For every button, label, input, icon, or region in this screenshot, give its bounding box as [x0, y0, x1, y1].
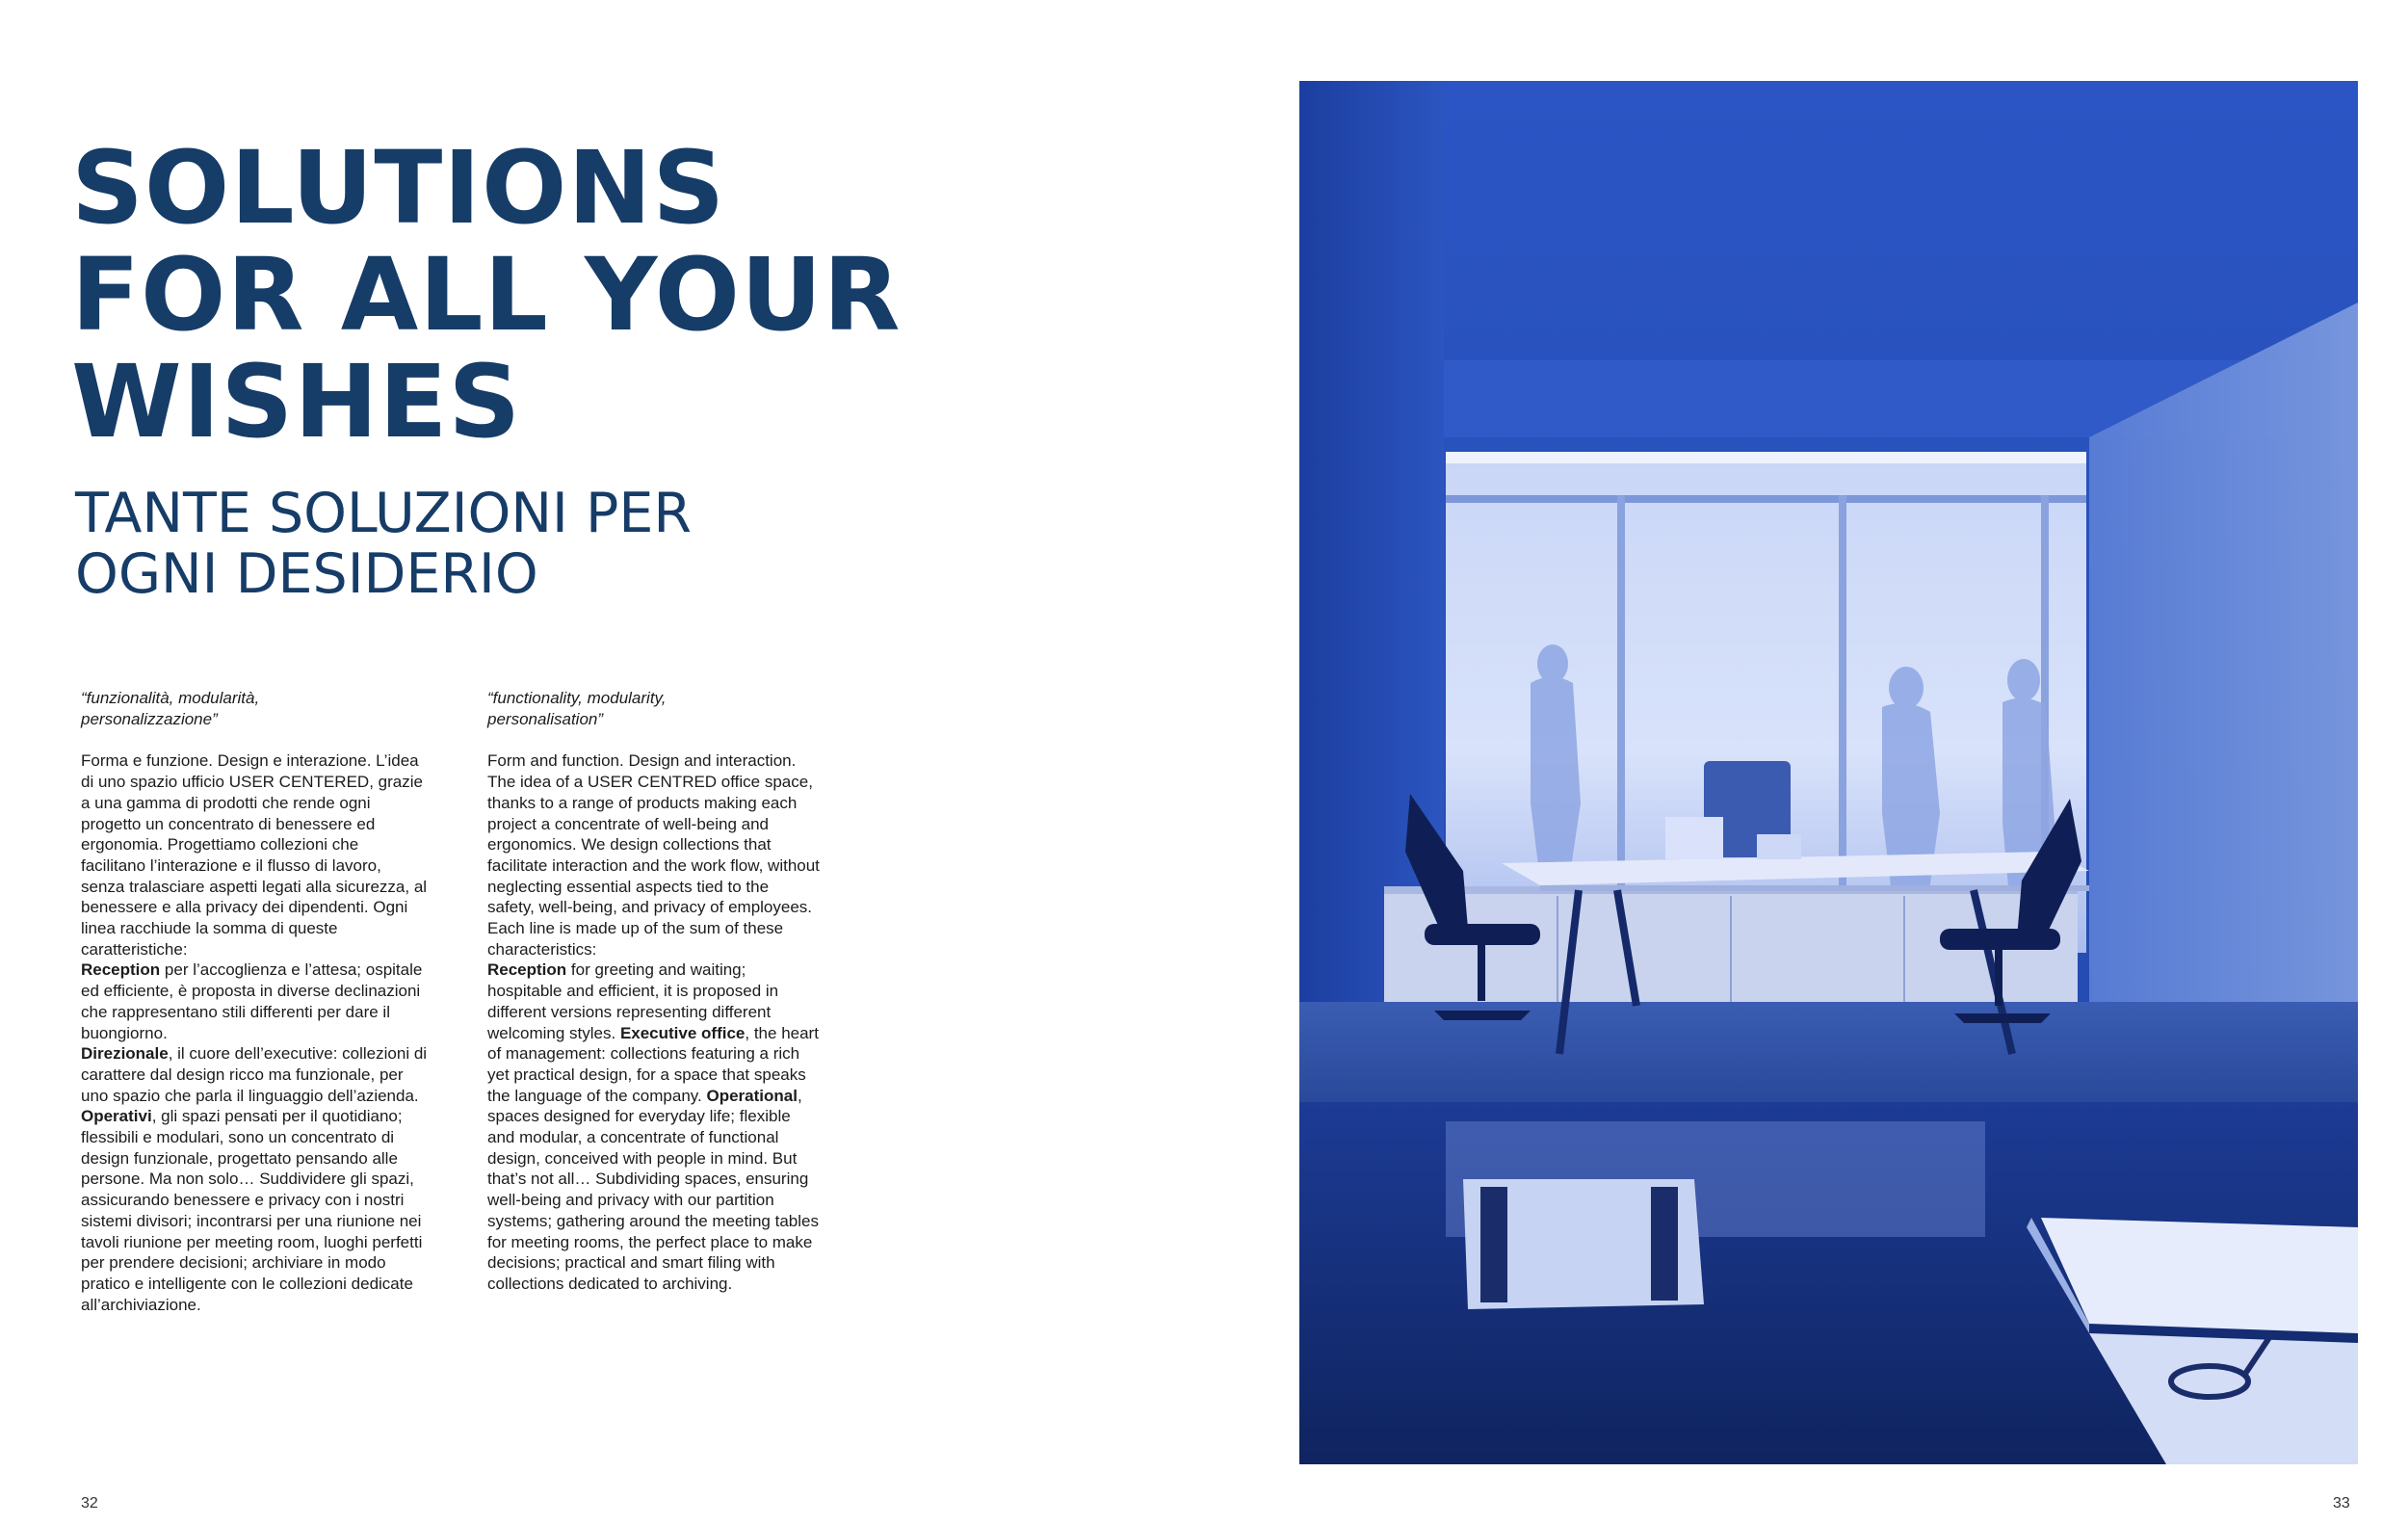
window-frame-top — [1446, 495, 2086, 503]
italian-subtitle-line-1: TANTE SOLUZIONI PER — [75, 482, 692, 545]
page-number-left: 32 — [81, 1495, 98, 1512]
office-photo — [1299, 81, 2358, 1464]
italian-operativi-label: Operativi — [81, 1107, 152, 1126]
desk-edge — [1540, 885, 2089, 891]
main-title — [71, 129, 902, 460]
italian-reception-label: Reception — [81, 960, 161, 980]
italian-body — [81, 750, 428, 1315]
english-text-column — [487, 688, 820, 1295]
english-reception-text: for greeting and waiting; hospitable and efficient, it is proposed in different versions representing different welcoming styles. — [487, 960, 779, 1042]
italian-direzionale-text: , il cuore dell’executive: collezioni di carattere dal design ricco ma funzionale, per uno spazio che parla il linguaggio dell’azienda. — [81, 1044, 428, 1105]
italian-quote — [81, 688, 428, 729]
main-title-line-2: FOR ALL YOUR — [71, 236, 902, 354]
italian-text-column — [81, 688, 428, 1315]
window-light-strip — [1446, 452, 2086, 463]
english-executive-text: , the heart of management: collections featuring a rich yet practical design, for a space that speaks the language of the company. — [487, 1023, 819, 1105]
english-paragraph — [487, 750, 820, 1294]
italian-paragraph — [81, 750, 428, 1315]
italian-reception-text: per l’accoglienza e l’attesa; ospitale ed efficiente, è proposta in diverse declinazioni che rappresentano stili differenti per dare il buongiorno. — [81, 960, 423, 1042]
tray-strip-left — [1480, 1187, 1507, 1302]
tray-strip-right — [1651, 1187, 1678, 1301]
italian-quote-line-2: personalizzazione” — [81, 709, 218, 728]
notebook-stack — [2041, 1218, 2358, 1333]
window-mullion-2 — [1839, 495, 1846, 948]
italian-subtitle — [75, 484, 692, 605]
english-quote-line-1: “functionality, modularity, — [487, 689, 667, 707]
english-executive-label: Executive office — [619, 1023, 746, 1042]
italian-intro: Forma e funzione. Design e interazione. L’idea di uno spazio ufficio USER CENTERED, grazie a una gamma di prodotti che rende ogni progetto un concentrato di benessere ed ergonomia. Progettiamo collezioni che facilitano l’interazione e il flusso di lavoro, senza tralasciare aspetti legati alla sicurezza, al benessere e alla privacy dei dipendenti. Ogni linea racchiude la somma di queste caratteristiche: — [81, 751, 428, 959]
english-operational-text: , spaces designed for everyday life; flexible and modular, a concentrate of functional design, conceived with people in mind. But that’s not all… Subdividing spaces, ensuring well-being and privacy with our partition systems; gathering around the meeting tables for meeting rooms, the perfect place to make decisions; practical and smart filing with collections dedicated to archiving. — [487, 1086, 819, 1293]
english-body — [487, 750, 820, 1294]
english-intro: Form and function. Design and interaction. The idea of a USER CENTRED office space, thanks to a range of products making each project a concentrate of well-being and ergonomics. We design collections that facilitate interaction and the work flow, without neglecting essential aspects tied to the safety, well-being, and privacy of employees. Each line is made up of the sum of these characteristics: — [487, 751, 820, 959]
english-reception-label: Reception — [487, 960, 567, 980]
office-photo-illustration — [1299, 81, 2358, 1464]
italian-direzionale-label: Direzionale — [81, 1044, 169, 1064]
page-number-right: 33 — [2333, 1495, 2350, 1512]
main-title-line-3: WISHES — [71, 343, 522, 460]
english-operational-label: Operational — [706, 1086, 798, 1105]
desk-tray — [1757, 834, 1801, 859]
italian-operativi-text: , gli spazi pensati per il quotidiano; flessibili e modulari, sono un concentrato di design funzionale, progettato pensando alle persone. Ma non solo… Suddividere gli spazi, assicurando benessere e privacy con i nostri sistemi divisori; incontrarsi per una riunione nei tavoli riunione per meeting room, luoghi perfetti per prendere decisioni; archiviare in modo pratico e intelligente con le collezioni dedicate all’archiviazione. — [81, 1107, 423, 1314]
italian-quote-line-1: “funzionalità, modularità, — [81, 689, 260, 707]
main-title-line-1: SOLUTIONS — [71, 129, 726, 247]
english-quote-line-2: personalisation” — [487, 709, 604, 728]
italian-subtitle-line-2: OGNI DESIDERIO — [75, 542, 538, 606]
partition-panel — [2089, 302, 2358, 1102]
desk-box — [1665, 817, 1723, 859]
english-quote — [487, 688, 820, 729]
